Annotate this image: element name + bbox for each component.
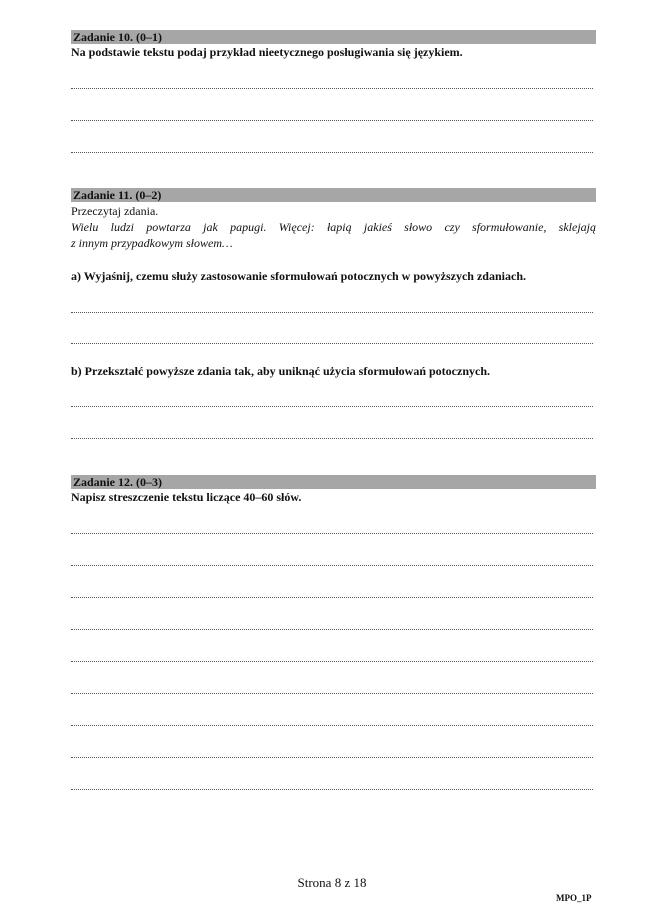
task-10-instruction: Na podstawie tekstu podaj przykład nieetycznego posługiwania się językiem. (71, 45, 463, 59)
task-11-part-b: b) Przekształć powyższe zdania tak, aby uniknąć użycia sformułowań potocznych. (71, 364, 490, 378)
task-10-header: Zadanie 10. (0–1) (71, 30, 596, 44)
answer-line[interactable] (71, 88, 593, 89)
answer-line[interactable] (71, 120, 593, 121)
task-11-header: Zadanie 11. (0–2) (71, 188, 596, 202)
answer-line[interactable] (71, 533, 593, 534)
answer-line[interactable] (71, 152, 593, 153)
answer-line[interactable] (71, 789, 593, 790)
answer-line[interactable] (71, 312, 593, 313)
answer-line[interactable] (71, 343, 593, 344)
answer-line[interactable] (71, 565, 593, 566)
task-11-part-a: a) Wyjaśnij, czemu służy zastosowanie sformułowań potocznych w powyższych zdaniach. (71, 269, 526, 283)
task-11-intro: Przeczytaj zdania. (71, 204, 159, 218)
answer-line[interactable] (71, 757, 593, 758)
task-12-header: Zadanie 12. (0–3) (71, 475, 596, 489)
task-12-instruction: Napisz streszczenie tekstu liczące 40–60 słów. (71, 490, 302, 504)
page-number: Strona 8 z 18 (297, 875, 367, 890)
answer-line[interactable] (71, 661, 593, 662)
answer-line[interactable] (71, 629, 593, 630)
exam-code: MPO_1P (556, 893, 592, 903)
task-11-quote-line-2: z innym przypadkowym słowem… (71, 236, 233, 250)
answer-line[interactable] (71, 406, 593, 407)
answer-line[interactable] (71, 438, 593, 439)
answer-line[interactable] (71, 693, 593, 694)
answer-line[interactable] (71, 597, 593, 598)
task-11-quote-line-1: Wielu ludzi powtarza jak papugi. Więcej: łapią jakieś słowo czy sformułowanie, sklejają (71, 220, 596, 234)
answer-line[interactable] (71, 725, 593, 726)
